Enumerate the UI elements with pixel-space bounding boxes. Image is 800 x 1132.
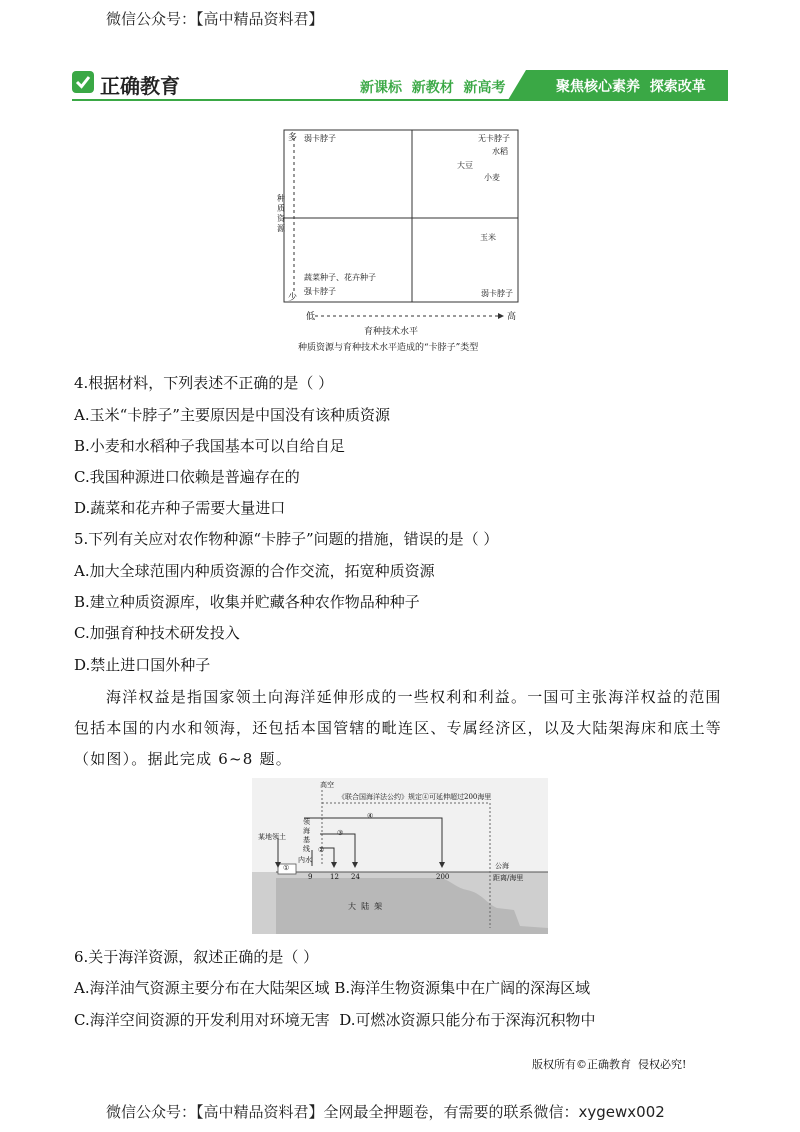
passage-line-2: 包括本国的内水和领海，还包括本国管辖的毗连区、专属经济区，以及大陆架海床和底土等 [74, 719, 723, 737]
passage-line-1: 海洋权益是指国家领土向海洋延伸形成的一些权利和利益。一国可主张海洋权益的范围 [106, 688, 722, 706]
question-4-option-b: B.小麦和水稻种子我国基本可以自给自足 [74, 437, 345, 455]
crop-soybean: 大豆 [457, 161, 473, 170]
brand-name: 正确教育 [100, 74, 180, 98]
question-4-option-d: D.蔬菜和花卉种子需要大量进口 [74, 499, 286, 517]
distance-tick-24: 24 [351, 873, 360, 881]
convention-note: 《联合国海洋法公约》规定④可延伸超过200海里 [338, 793, 492, 801]
x-axis-title: 育种技术水平 [364, 327, 419, 337]
zone-4-label: ④ [367, 812, 374, 820]
header-divider [72, 99, 728, 101]
sky-label: 高空 [320, 781, 334, 789]
quadrant-top-left-label: 弱卡脖子 [304, 134, 336, 143]
internal-waters-label: 内水 [298, 856, 312, 864]
header-slogan-left: 新课标 新教材 新高考 [360, 80, 506, 96]
brand-logo-check-icon [72, 71, 94, 93]
question-5-option-a: A.加大全球范围内种质资源的合作交流，拓宽种质资源 [74, 562, 435, 580]
copyright-notice: 版权所有©正确教育 侵权必究! [532, 1058, 687, 1071]
zone-2-label: ② [318, 846, 325, 854]
x-axis-low-label: 低 [306, 312, 316, 322]
territory-label: 某地领土 [258, 833, 286, 841]
question-6-options-cd: C.海洋空间资源的开发利用对环境无害 D.可燃冰资源只能分布于深海沉积物中 [74, 1011, 596, 1029]
question-6-options-ab: A.海洋油气资源主要分布在大陆架区域 B.海洋生物资源集中在广阔的深海区域 [74, 979, 591, 997]
question-4-option-a: A.玉米“卡脖子”主要原因是中国没有该种质资源 [74, 406, 390, 424]
figure-breeding-quadrant [270, 124, 530, 356]
question-5-stem: 5.下列有关应对农作物种源“卡脖子”问题的措施，错误的是（ ） [74, 530, 499, 548]
header-bar [72, 70, 728, 100]
distance-tick-12: 12 [330, 873, 339, 881]
crop-corn: 玉米 [480, 233, 496, 242]
question-5-option-b: B.建立种质资源库，收集并贮藏各种农作物品种种子 [74, 593, 420, 611]
crop-vegetable-flower: 蔬菜种子、花卉种子 [304, 273, 376, 282]
header-slogan-right: 聚焦核心素养 探索改革 [556, 79, 706, 95]
quadrant-bottom-right-label: 弱卡脖子 [481, 289, 513, 298]
figure1-caption: 种质资源与育种技术水平造成的“卡脖子”类型 [298, 343, 479, 353]
question-5-option-d: D.禁止进口国外种子 [74, 656, 211, 674]
bottom-watermark: 微信公众号：【高中精品资料君】全网最全押题卷，有需要的联系微信：xygewx002 [106, 1103, 665, 1121]
x-axis-high-label: 高 [507, 312, 517, 322]
zone-3-label: ③ [337, 829, 344, 837]
zone-1-label: ① [283, 864, 290, 872]
question-6-stem: 6.关于海洋资源，叙述正确的是（ ） [74, 948, 319, 966]
baseline-label: 领 海 基 线 [303, 818, 310, 853]
top-watermark: 微信公众号：【高中精品资料君】 [106, 10, 324, 28]
distance-tick-200: 200 [436, 873, 450, 881]
crop-wheat: 小麦 [484, 173, 500, 182]
question-4-stem: 4.根据材料，下列表述不正确的是（ ） [74, 374, 334, 392]
continental-shelf-label: 大 陆 架 [348, 902, 383, 911]
question-4-option-c: C.我国种源进口依赖是普遍存在的 [74, 468, 300, 486]
quadrant-bottom-left-label: 强卡脖子 [304, 287, 336, 296]
y-axis-bottom-label: 少 [288, 293, 298, 303]
y-axis-title: 种 质 资 源 [277, 194, 285, 233]
question-5-option-c: C.加强育种技术研发投入 [74, 624, 240, 642]
high-sea-label: 公海 [495, 862, 509, 870]
crop-rice: 水稻 [492, 147, 508, 156]
figure-maritime-zones [252, 778, 548, 934]
quadrant-top-right-label: 无卡脖子 [478, 134, 510, 143]
y-axis-top-label: 多 [288, 133, 298, 143]
passage-line-3: （如图）。据此完成 6~8 题。 [74, 750, 292, 768]
distance-unit-label: 距离/海里 [493, 874, 524, 882]
distance-tick-9: 9 [308, 873, 313, 881]
